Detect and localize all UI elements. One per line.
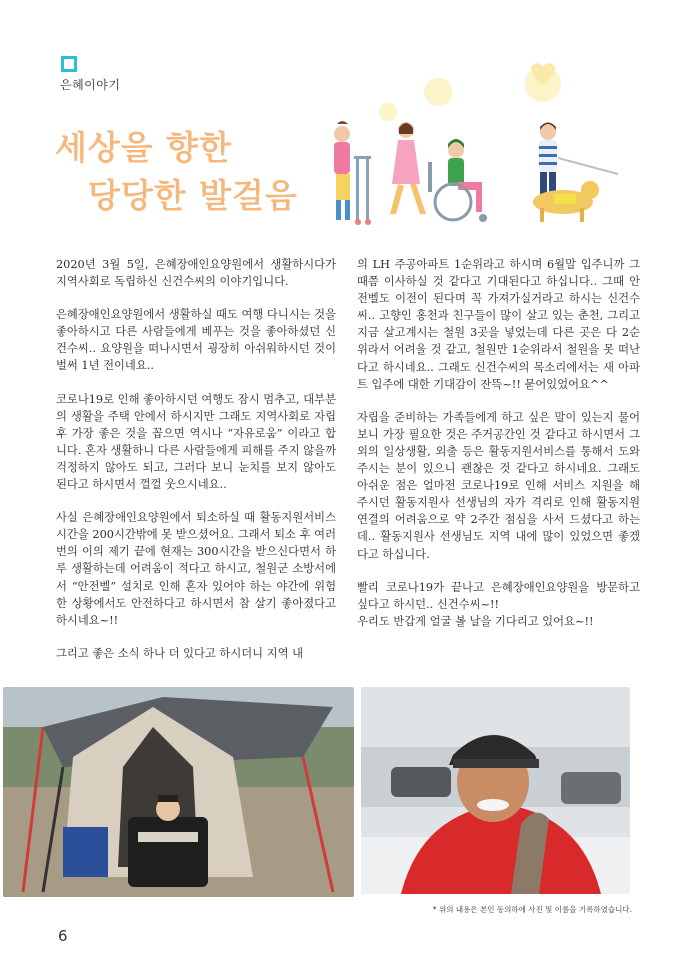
bg-blob-1 [424, 78, 452, 106]
section-label: 은혜이야기 [60, 78, 121, 92]
page-number: 6 [58, 927, 68, 945]
left-article-column [56, 256, 336, 678]
paragraph: 우리도 반갑게 얼굴 볼 날을 기다리고 있어요~!! [357, 614, 594, 628]
man-with-guide-dog-icon [533, 123, 618, 223]
paragraph: 빨리 코로나19가 끝나고 은혜장애인요양원을 방문하고 싶다고 하시던.. 신건수씨~!! [357, 580, 640, 611]
paragraph: 은혜장애인요양원에서 생활하실 때도 여행 다니시는 것을 좋아하시고 다른 사람들에게 베푸는 것을 좋아하셨던 신건수씨.. 요양원을 떠나시면서 굉장히 아쉬워하시던 것이 벌써 1년 전이네요.. [56, 308, 336, 373]
section-marker-icon [61, 56, 77, 72]
walking-woman-icon [390, 122, 426, 214]
paragraph: 그리고 좋은 소식 하나 더 있다고 하시더니 지역 내 [56, 646, 303, 660]
snow-portrait-photo [361, 687, 630, 894]
wheelchair-user-icon [428, 139, 487, 222]
bg-blob-3 [379, 103, 397, 121]
title-line-1: 세상을 향한 [55, 128, 232, 167]
title-line-2: 당당한 발걸음 [88, 176, 298, 215]
paragraph: 자립을 준비하는 가족들에게 하고 싶은 말이 있는지 물어보니 가장 필요한 것은 주거공간인 것 같다고 하시면서 그 외의 일상생활, 외출 등은 활동지원서비스를 통해서 도와주시는 분이 있으니 괜찮은 것 같다고 하시네요. 그래도 아쉬운 점은 얼마전 코로나19로 인해 서비스 지원을 해 주시던 활동지원사 선생님의 자가 격리로 인해 활동지원연결의 어려움으로 약 2주간 점심을 사서 드셨다고 하는데.. 활동지원사 선생님도 지역 내에 많이 있었으면 좋겠다고 하십니다. [357, 410, 640, 561]
paragraph: 2020년 3월 5일, 은혜장애인요양원에서 생활하시다가 지역사회로 독립하신 신건수씨의 이야기입니다. [56, 258, 336, 289]
paragraph: 사실 은혜장애인요양원에서 퇴소하실 때 활동지원서비스 시간을 200시간밖에 못 받으셨어요. 그래서 퇴소 후 여러 번의 이의 제기 끝에 현재는 300시간을 받으신다면서 하루 생활하는데 어려움이 적다고 하시고, 철원군 소방서에서 “안전벨” 설치로 인해 혼자 있어야 하는 야간에 위험한 상황에서도 안전하다고 하시면서 참 살기 좋아졌다고 하시네요~!! [56, 511, 336, 627]
person-with-walker-icon [334, 121, 371, 225]
paragraph: 의 LH 주공아파트 1순위라고 하시며 6월말 입주니까 그때쯤 이사하실 것 같다고 기대된다고 하십니다.. 그때 안전벨도 이전이 된다며 꼭 가져가실거라고 하시는 신건수씨.. 고향인 홍천과 친구들이 많이 살고 있는 춘천, 그리고 지금 살고계시는 철원 3곳을 넣었는데 다른 곳은 다 2순위라서 어려울 것 같고, 철원만 1순위라서 철원을 못 떠난다고 하시네요.. 그래도 신건수씨의 목소리에서는 새 아파트 입주에 대한 기대감이 잔뜩~!! 묻어있었어요^^ [357, 258, 640, 391]
photo-consent-caption: * 위의 내용은 본인 동의하에 사진 및 이름을 기록하였습니다. [432, 905, 632, 914]
people-walking-illustration [318, 62, 648, 232]
right-article-column [357, 256, 640, 646]
tent-camping-photo [3, 687, 354, 897]
paragraph: 코로나19로 인해 좋아하시던 여행도 잠시 멈추고, 대부분의 생활을 주택 안에서 하시지만 그래도 지역사회로 자립 후 가장 좋은 것을 꼽으면 역시나 “자유로움” 이라고 합니다. 혼자 생활하니 다른 사람들에게 피해를 주지 않을까 걱정하지 않아도 되고, 그러다 보니 눈치를 보지 않아도 된다고 하시면서 껄껄 웃으시네요.. [56, 392, 336, 492]
